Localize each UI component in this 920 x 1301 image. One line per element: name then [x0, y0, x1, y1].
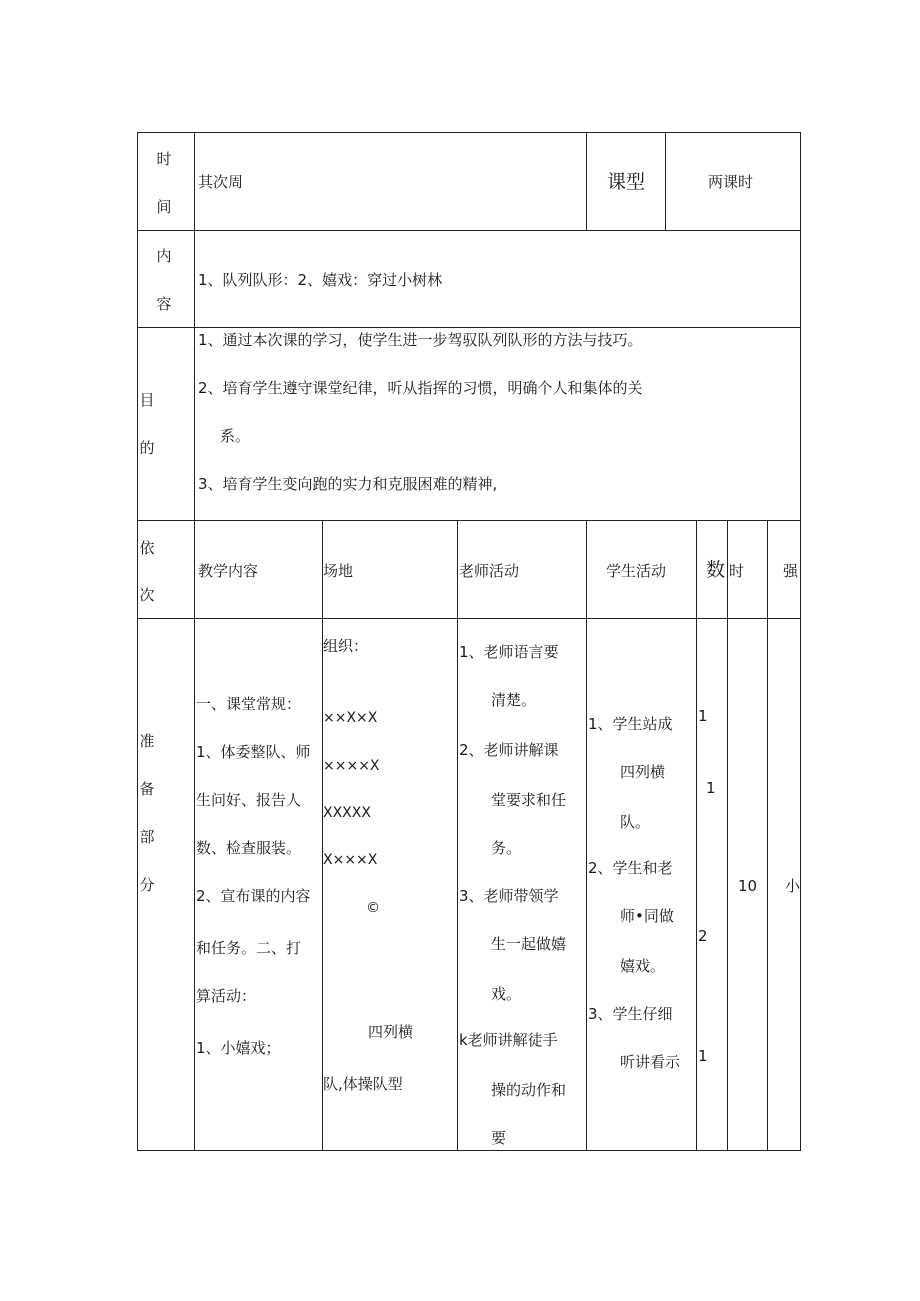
formation-row-4: X×××X: [323, 852, 378, 868]
prep-content-line-3: 生问好、报告人: [196, 791, 302, 809]
table-bottom-border: [137, 1150, 801, 1151]
order-label-line1: 依: [139, 539, 155, 557]
goal-item-3: 3、培育学生变向跑的实力和克服困难的精神,: [198, 475, 498, 493]
prep-label-char-4: 分: [139, 876, 155, 894]
time-column-divider: [727, 520, 728, 1151]
venue-desc-line-1: 四列横: [368, 1023, 414, 1041]
prep-content-line-8: 1、小嬉戏；: [196, 1039, 281, 1057]
time-minutes-value: 10: [738, 877, 758, 895]
count-value-3: 2: [698, 927, 708, 945]
row-divider-content-goal: [137, 327, 801, 328]
table-left-border: [137, 132, 138, 1151]
content-label-line2: 容: [156, 295, 172, 313]
intensity-value: 小: [785, 877, 801, 895]
header-student-activity: 学生活动: [606, 562, 667, 580]
formation-row-2: ××××X: [323, 758, 380, 774]
student-activity-line-3: 队。: [620, 813, 651, 831]
teacher-activity-line-7: 生一起做嬉: [491, 935, 567, 953]
teacher-activity-line-3: 2、老师讲解课: [459, 741, 559, 759]
lesson-type-label: 课型: [607, 171, 646, 193]
goal-label-line2: 的: [139, 439, 155, 457]
header-teacher-activity: 老师活动: [459, 562, 520, 580]
count-column-divider: [696, 520, 697, 1151]
teacher-activity-line-11: 要: [491, 1129, 507, 1147]
student-activity-line-1: 1、学生站成: [588, 715, 673, 733]
table-top-border: [137, 132, 801, 133]
formation-row-1: ××X×X: [323, 710, 378, 726]
student-column-divider: [586, 520, 587, 1151]
header-time: 时: [729, 562, 745, 580]
prep-label-char-1: 准: [139, 732, 155, 750]
intensity-column-divider: [767, 520, 768, 1151]
prep-content-line-1: 一、课堂常规：: [196, 695, 302, 713]
time-label-line1: 时: [156, 150, 172, 168]
count-value-2: 1: [706, 779, 716, 797]
content-label-line1: 内: [156, 247, 172, 265]
label-column-divider: [194, 132, 195, 1151]
teacher-activity-line-5: 务。: [491, 839, 522, 857]
student-activity-line-4: 2、学生和老: [588, 859, 673, 877]
header-teaching-content: 教学内容: [198, 562, 259, 580]
teacher-activity-line-9: k老师讲解徒手: [459, 1031, 558, 1049]
teacher-column-divider: [457, 520, 458, 1151]
count-value-4: 1: [698, 1047, 708, 1065]
goal-item-2-line2: 系。: [220, 427, 251, 445]
prep-content-line-2: 1、体委整队、师: [196, 743, 311, 761]
time-row-divider-1: [586, 132, 587, 230]
student-activity-line-8: 听讲看示: [620, 1053, 681, 1071]
goal-label-line1: 目: [139, 391, 155, 409]
header-venue: 场地: [323, 562, 354, 580]
prep-content-line-5: 2、宣布课的内容: [196, 887, 311, 905]
teacher-activity-line-2: 清楚。: [491, 691, 537, 709]
venue-column-divider: [322, 520, 323, 1151]
row-divider-time-content: [137, 230, 801, 231]
prep-content-line-4: 数、检查服装。: [196, 839, 302, 857]
prep-label-char-3: 部: [139, 828, 155, 846]
content-value: 1、队列队形：2、嬉戏：穿过小树林: [198, 271, 443, 289]
prep-label-char-2: 备: [139, 780, 155, 798]
row-divider-goal-header: [137, 520, 801, 521]
order-label-line2: 次: [139, 586, 155, 604]
header-count: 数: [706, 559, 726, 581]
teacher-activity-line-1: 1、老师语言要: [459, 643, 559, 661]
count-value-1: 1: [698, 707, 708, 725]
student-activity-line-2: 四列横: [620, 763, 666, 781]
time-value: 其次周: [198, 173, 244, 191]
student-activity-line-5: 师•同做: [620, 907, 674, 925]
time-label-line2: 间: [156, 198, 172, 216]
teacher-activity-line-8: 戏。: [491, 985, 522, 1003]
formation-row-3: XXXXX: [323, 805, 371, 821]
student-activity-line-7: 3、学生仔细: [588, 1005, 673, 1023]
table-right-border: [800, 132, 801, 1151]
teacher-activity-line-10: 操的动作和: [491, 1081, 567, 1099]
venue-organization-label: 组织：: [323, 637, 369, 655]
teacher-activity-line-6: 3、老师带领学: [459, 887, 559, 905]
lesson-type-value: 两课时: [708, 173, 754, 191]
goal-item-2-line1: 2、培育学生遵守课堂纪律，听从指挥的习惯，明确个人和集体的关: [198, 379, 643, 397]
teacher-position-mark: ©: [366, 900, 380, 916]
time-row-divider-2: [665, 132, 666, 230]
header-intensity: 强: [783, 562, 799, 580]
venue-desc-line-2: 队,体操队型: [323, 1075, 403, 1093]
prep-content-line-7: 算活动：: [196, 987, 257, 1005]
teacher-activity-line-4: 堂要求和任: [491, 791, 567, 809]
prep-content-line-6: 和任务。二、打: [196, 939, 302, 957]
student-activity-line-6: 嬉戏。: [620, 957, 666, 975]
row-divider-header-prep: [137, 618, 801, 619]
goal-item-1: 1、通过本次课的学习，使学生进一步驾驭队列队形的方法与技巧。: [198, 331, 643, 349]
